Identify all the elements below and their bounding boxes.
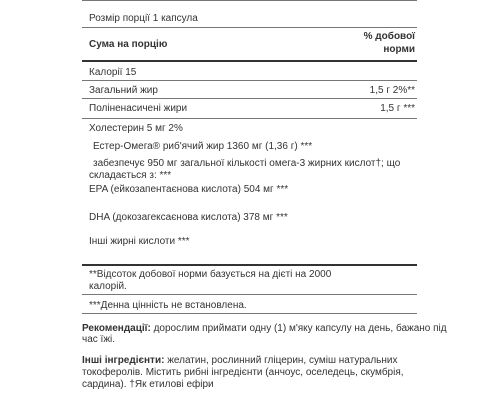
recommendations-label: Рекомендації: xyxy=(82,323,151,334)
footnote-daily-value-line1: **Відсоток добової норми базується на дієті на 2000 xyxy=(89,269,332,280)
divider xyxy=(82,118,417,119)
footnote-daily-value-line2: калорій. xyxy=(89,281,127,292)
amount-per-serving-header: Сума на порцію xyxy=(89,39,168,50)
polyunsaturated-fat-label: Поліненасичені жири xyxy=(89,103,188,114)
total-fat-value: 1,5 г 2%** xyxy=(369,85,415,96)
epa-row: EPA (ейкозапентаєнова кислота) 504 мг *** xyxy=(89,184,289,195)
divider xyxy=(82,98,417,99)
ingredients-line3: сардина). †Як етилові ефіри xyxy=(82,379,214,390)
divider xyxy=(82,313,417,314)
divider xyxy=(82,80,417,81)
ingredients-line1: Інші інгредієнти: желатин, рослинний гліцерин, суміш натуральних xyxy=(82,355,398,366)
ingredients-label: Інші інгредієнти: xyxy=(82,355,165,366)
other-fatty-acids-row: Інші жирні кислоти *** xyxy=(89,236,190,247)
omega3-provides-line2: складається з: *** xyxy=(89,170,172,181)
serving-size: Розмір порції 1 капсула xyxy=(89,13,198,24)
cholesterol-row: Холестерин 5 мг 2% xyxy=(89,123,183,134)
thick-divider xyxy=(82,60,417,62)
calories-row: Калорії 15 xyxy=(89,67,137,78)
omega3-provides-line1: забезпечує 950 мг загальної кількості омега-3 жирних кислот†; що xyxy=(93,158,401,169)
divider xyxy=(82,27,417,28)
recommendations-line2: час їжі. xyxy=(82,334,116,345)
daily-value-header: % добової норми xyxy=(363,31,415,55)
divider xyxy=(82,0,417,1)
divider xyxy=(82,294,417,295)
footnote-not-established: ***Денна цінність не встановлена. xyxy=(89,300,247,311)
thick-divider xyxy=(82,264,417,266)
dha-row: DHA (докозагексаєнова кислота) 378 мг *** xyxy=(89,212,288,223)
total-fat-label: Загальний жир xyxy=(89,85,158,96)
polyunsaturated-fat-value: 1,5 г *** xyxy=(380,103,415,114)
ester-omega-row: Естер-Омега® риб'ячий жир 1360 мг (1,36 г) *** xyxy=(93,141,313,152)
recommendations-line1: Рекомендації: дорослим приймати одну (1) м'яку капсулу на день, бажано під xyxy=(82,323,447,334)
ingredients-line2: токоферолів. Містить рибні інгредієнти (анчоус, оселедець, скумбрія, xyxy=(82,367,404,378)
